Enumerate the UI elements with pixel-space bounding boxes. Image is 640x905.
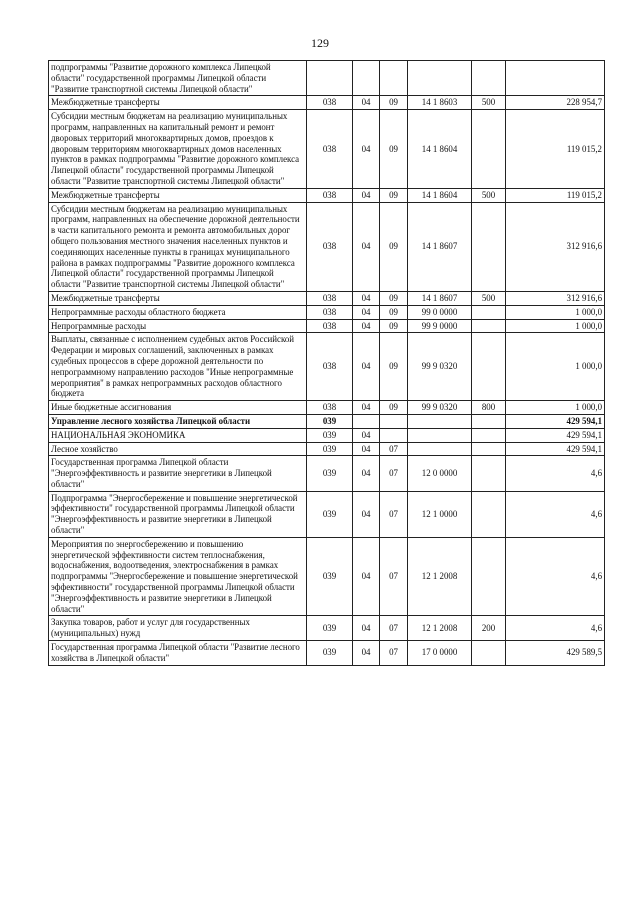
target-article-cell: 14 1 8604 (408, 188, 472, 202)
amount-cell: 429 589,5 (506, 641, 605, 666)
table-row (49, 428, 605, 442)
row-name-cell: Субсидии местным бюджетам на реализацию муниципальных программ, направленных на капитальный ремонт и ремонт дворовых территорий многоквартирных домов, проездов к дворовым территориям многоквартирных домов населенных пунктов в рамках подпрограммы "Развитие дорожного комплекса Липецкой области" государственной программы Липецкой области "Развитие транспортной системы Липецкой области" (49, 110, 307, 189)
amount-cell: 312 916,6 (506, 202, 605, 291)
section-code-cell: 04 (353, 616, 380, 641)
target-article-cell: 12 1 2008 (408, 537, 472, 616)
target-article-cell: 12 0 0000 (408, 456, 472, 491)
amount-cell: 228 954,7 (506, 96, 605, 110)
expense-type-cell (472, 537, 506, 616)
target-article-cell: 12 1 0000 (408, 491, 472, 537)
target-article-cell: 99 9 0320 (408, 333, 472, 401)
row-name-cell: Государственная программа Липецкой области "Развитие лесного хозяйства в Липецкой области" (49, 641, 307, 666)
amount-cell: 1 000,0 (506, 333, 605, 401)
table-row (49, 61, 605, 96)
table-row (49, 202, 605, 291)
amount-cell: 429 594,1 (506, 428, 605, 442)
grbs-code-cell: 038 (307, 401, 353, 415)
row-name-cell: Непрограммные расходы (49, 319, 307, 333)
target-article-cell: 99 9 0320 (408, 401, 472, 415)
target-article-cell: 99 0 0000 (408, 305, 472, 319)
expense-type-cell (472, 305, 506, 319)
grbs-code-cell (307, 61, 353, 96)
grbs-code-cell: 038 (307, 319, 353, 333)
target-article-cell: 17 0 0000 (408, 641, 472, 666)
table-row (49, 414, 605, 428)
page-number: 129 (311, 36, 329, 50)
section-code-cell: 04 (353, 641, 380, 666)
section-code-cell: 04 (353, 401, 380, 415)
amount-cell: 1 000,0 (506, 401, 605, 415)
row-name-cell: Лесное хозяйство (49, 442, 307, 456)
amount-cell: 4,6 (506, 537, 605, 616)
expense-type-cell: 200 (472, 616, 506, 641)
section-code-cell: 04 (353, 291, 380, 305)
grbs-code-cell: 038 (307, 110, 353, 189)
row-name-cell: Межбюджетные трансферты (49, 188, 307, 202)
table-row (49, 491, 605, 537)
target-article-cell: 99 9 0000 (408, 319, 472, 333)
section-code-cell: 04 (353, 428, 380, 442)
grbs-code-cell: 038 (307, 96, 353, 110)
expense-type-cell (472, 333, 506, 401)
amount-cell: 429 594,1 (506, 442, 605, 456)
expense-type-cell (472, 641, 506, 666)
table-row (49, 442, 605, 456)
table-row (49, 537, 605, 616)
expense-type-cell: 500 (472, 291, 506, 305)
grbs-code-cell: 038 (307, 305, 353, 319)
amount-cell: 312 916,6 (506, 291, 605, 305)
section-code-cell: 04 (353, 305, 380, 319)
amount-cell: 119 015,2 (506, 188, 605, 202)
target-article-cell (408, 428, 472, 442)
section-code-cell: 04 (353, 96, 380, 110)
expense-type-cell: 500 (472, 96, 506, 110)
row-name-cell: Непрограммные расходы областного бюджета (49, 305, 307, 319)
grbs-code-cell: 039 (307, 414, 353, 428)
row-name-cell: Межбюджетные трансферты (49, 96, 307, 110)
table-row (49, 96, 605, 110)
row-name-cell: Управление лесного хозяйства Липецкой области (49, 414, 307, 428)
amount-cell: 1 000,0 (506, 319, 605, 333)
subsection-code-cell: 09 (380, 401, 408, 415)
section-code-cell: 04 (353, 491, 380, 537)
row-name-cell: Субсидии местным бюджетам на реализацию муниципальных программ, направленных на обеспечение дорожной деятельности в части капитального ремонта и ремонта автомобильных дорог общего пользования местного значения населенных пунктов и соединяющих населенные пункты в границах муниципального района в рамках подпрограммы "Развитие дорожного комплекса Липецкой области" государственной программы Липецкой области "Развитие транспортной системы Липецкой области" (49, 202, 307, 291)
section-code-cell: 04 (353, 456, 380, 491)
subsection-code-cell: 09 (380, 319, 408, 333)
expense-type-cell (472, 110, 506, 189)
grbs-code-cell: 038 (307, 333, 353, 401)
subsection-code-cell: 09 (380, 305, 408, 319)
section-code-cell: 04 (353, 333, 380, 401)
section-code-cell: 04 (353, 110, 380, 189)
target-article-cell (408, 61, 472, 96)
grbs-code-cell: 039 (307, 616, 353, 641)
row-name-cell: Выплаты, связанные с исполнением судебных актов Российской Федерации и мировых соглашений, заключенных в рамках судебных процессов в сфере дорожной деятельности по непрограммному направлению расходов "Иные непрограммные мероприятия" в рамках непрограммных расходов областного бюджета (49, 333, 307, 401)
target-article-cell: 14 1 8607 (408, 291, 472, 305)
budget-table (48, 60, 605, 666)
grbs-code-cell: 039 (307, 442, 353, 456)
table-row (49, 110, 605, 189)
amount-cell: 4,6 (506, 616, 605, 641)
section-code-cell: 04 (353, 442, 380, 456)
table-row (49, 333, 605, 401)
table-row (49, 291, 605, 305)
table-row (49, 456, 605, 491)
target-article-cell: 14 1 8603 (408, 96, 472, 110)
target-article-cell (408, 414, 472, 428)
table-row (49, 641, 605, 666)
table-row (49, 188, 605, 202)
table-row (49, 616, 605, 641)
subsection-code-cell: 07 (380, 537, 408, 616)
subsection-code-cell: 07 (380, 456, 408, 491)
subsection-code-cell: 07 (380, 491, 408, 537)
subsection-code-cell: 07 (380, 616, 408, 641)
subsection-code-cell: 09 (380, 291, 408, 305)
target-article-cell: 12 1 2008 (408, 616, 472, 641)
amount-cell: 4,6 (506, 456, 605, 491)
target-article-cell: 14 1 8604 (408, 110, 472, 189)
section-code-cell (353, 61, 380, 96)
table-row (49, 305, 605, 319)
row-name-cell: Иные бюджетные ассигнования (49, 401, 307, 415)
grbs-code-cell: 039 (307, 428, 353, 442)
row-name-cell: Мероприятия по энергосбережению и повышению энергетической эффективности систем теплоснабжения, водоснабжения, водоотведения, электроснабжения в рамках подпрограммы "Энергосбережение и повышение энергетической эффективности" государственной программы Липецкой области "Энергоэффективность и развитие энергетики в Липецкой области" (49, 537, 307, 616)
subsection-code-cell (380, 61, 408, 96)
expense-type-cell (472, 414, 506, 428)
subsection-code-cell (380, 428, 408, 442)
subsection-code-cell: 09 (380, 202, 408, 291)
row-name-cell: НАЦИОНАЛЬНАЯ ЭКОНОМИКА (49, 428, 307, 442)
subsection-code-cell (380, 414, 408, 428)
subsection-code-cell: 09 (380, 188, 408, 202)
amount-cell: 1 000,0 (506, 305, 605, 319)
target-article-cell (408, 442, 472, 456)
row-name-cell: Подпрограмма "Энергосбережение и повышение энергетической эффективности" государственной программы Липецкой области "Энергоэффективность и развитие энергетики в Липецкой области" (49, 491, 307, 537)
grbs-code-cell: 039 (307, 456, 353, 491)
expense-type-cell (472, 319, 506, 333)
expense-type-cell (472, 456, 506, 491)
row-name-cell: подпрограммы "Развитие дорожного комплекса Липецкой области" государственной программы Липецкой области "Развитие транспортной системы Липецкой области" (49, 61, 307, 96)
grbs-code-cell: 039 (307, 641, 353, 666)
grbs-code-cell: 039 (307, 491, 353, 537)
amount-cell: 4,6 (506, 491, 605, 537)
subsection-code-cell: 09 (380, 110, 408, 189)
expense-type-cell (472, 428, 506, 442)
subsection-code-cell: 09 (380, 333, 408, 401)
grbs-code-cell: 038 (307, 291, 353, 305)
grbs-code-cell: 039 (307, 537, 353, 616)
expense-type-cell (472, 491, 506, 537)
amount-cell: 119 015,2 (506, 110, 605, 189)
row-name-cell: Закупка товаров, работ и услуг для государственных (муниципальных) нужд (49, 616, 307, 641)
expense-type-cell: 800 (472, 401, 506, 415)
amount-cell (506, 61, 605, 96)
target-article-cell: 14 1 8607 (408, 202, 472, 291)
row-name-cell: Межбюджетные трансферты (49, 291, 307, 305)
expense-type-cell (472, 442, 506, 456)
subsection-code-cell: 07 (380, 641, 408, 666)
budget-table-body (49, 61, 605, 666)
amount-cell: 429 594,1 (506, 414, 605, 428)
section-code-cell: 04 (353, 319, 380, 333)
grbs-code-cell: 038 (307, 202, 353, 291)
expense-type-cell (472, 61, 506, 96)
subsection-code-cell: 07 (380, 442, 408, 456)
expense-type-cell: 500 (472, 188, 506, 202)
table-row (49, 319, 605, 333)
subsection-code-cell: 09 (380, 96, 408, 110)
section-code-cell: 04 (353, 537, 380, 616)
row-name-cell: Государственная программа Липецкой области "Энергоэффективность и развитие энергетики в Липецкой области" (49, 456, 307, 491)
grbs-code-cell: 038 (307, 188, 353, 202)
table-row (49, 401, 605, 415)
section-code-cell: 04 (353, 188, 380, 202)
section-code-cell (353, 414, 380, 428)
section-code-cell: 04 (353, 202, 380, 291)
expense-type-cell (472, 202, 506, 291)
